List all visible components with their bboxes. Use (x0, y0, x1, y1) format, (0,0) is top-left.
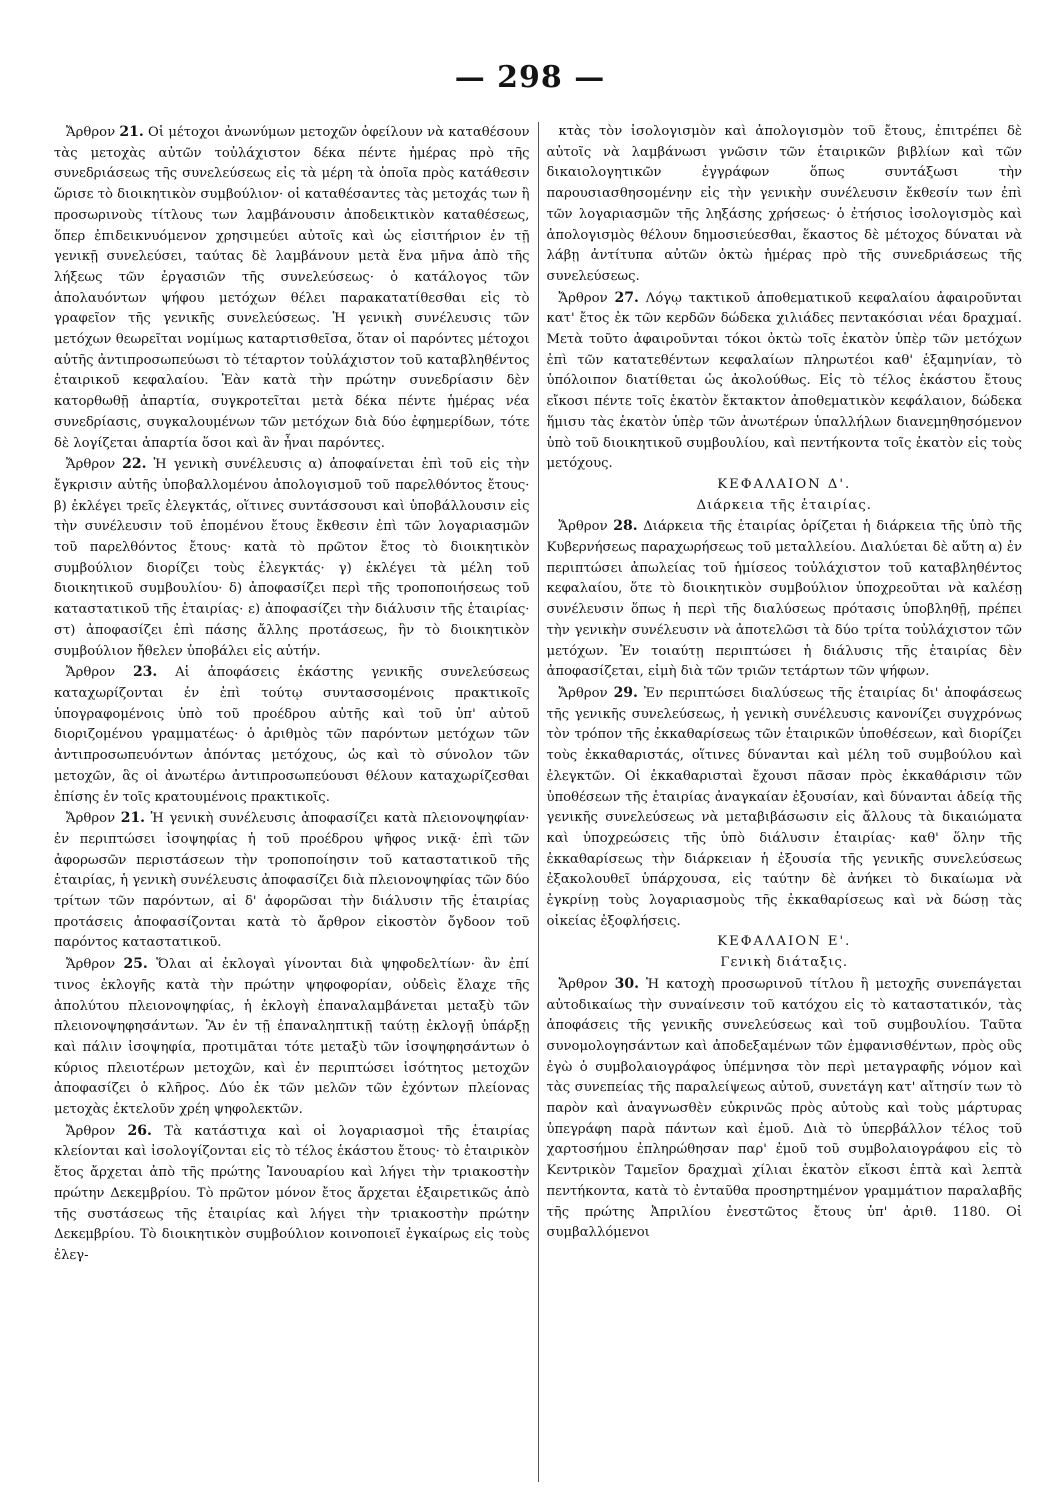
article-text: Διάρκεια τῆς ἑταιρίας ὁρίζεται ἡ διάρκεια τῆς ὑπὸ τῆς Κυβερνήσεως παραχωρήσεως τοῦ μεταλλείου. Διαλύεται δὲ αὕτη α) ἐν περιπτώσει ἀπωλείας τοῦ ἡμίσεος τοὐλάχιστον τοῦ καταβληθέντος κεφαλαίου, ὅτε τὸ διοικητικὸν συμβούλιον ὑποχρεοῦται νὰ καλέσῃ συνέλευσιν ὅπως ἡ περὶ τῆς διαλύσεως πρότασις ὑποβληθῇ, πρέπει τὴν γενικὴν συνέλευσιν νὰ ἀποτελῶσι τὰ δύο τρίτα τοὐλάχιστον τῶν μετόχων. Ἐν τοιαύτῃ περιπτώσει ἡ διάλυσις τῆς ἑταιρίας δὲν ἀποφασίζεται, εἰμὴ διὰ τῶν τριῶν τετάρτων τῶν ψήφων. (546, 519, 1022, 680)
article-label: Ἄρθρον (558, 290, 608, 306)
article-text: Ἡ κατοχὴ προσωρινοῦ τίτλου ἢ μετοχῆς συνεπάγεται αὐτοδικαίως τὴν συναίνεσιν τοῦ κατόχου εἰς τὸ καταστατικόν, τὰς ἀποφάσεις τῆς γενικῆς συνελεύσεως καὶ τοῦ συμβουλίου. Ταῦτα συνομολογησάντων καὶ ἀποδεξαμένων τῶν ἐμφανισθέντων, πρὸς οὓς ἐγὼ ὁ συμβολαιογράφος ὑπέμνησα τὸν περὶ μεταγραφῆς νόμον καὶ τὰς συνεπείας τῆς παραλείψεως αὐτοῦ, συνετάγη κατ' αἴτησίν των τὸ παρὸν καὶ ἀναγνωσθὲν εὐκρινῶς πρὸς αὐτοὺς καὶ τοὺς μάρτυρας ὑπεγράφη παρὰ πάντων καὶ ἐμοῦ. Διὰ τὸ ὑπερβάλλον τέλος τοῦ χαρτοσήμου ἐπληρώθησαν παρ' ἐμοῦ τοῦ συμβολαιογράφου εἰς τὸ Κεντρικὸν Ταμεῖον δραχμαὶ χίλιαι ἑκατὸν εἴκοσι ἑπτὰ καὶ λεπτὰ πεντήκοντα, κατὰ τὸ ἐνταῦθα προσηρτημένον γραμμάτιον παραλαβῆς τῆς πρώτης Ἀπριλίου ἐνεστῶτος ἔτους ὑπ' ἀριθ. 1180. Οἱ συμβαλλόμενοι (546, 976, 1022, 1241)
chapter-subtitle: Γενικὴ διάταξις. (720, 955, 849, 971)
article-text: Ἡ γενικὴ συνέλευσις α) ἀποφαίνεται ἐπὶ τοῦ εἰς τὴν ἔγκρισιν αὐτῆς ὑποβαλλομένου ἀπολογισμοῦ τοῦ παρελθόντος ἔτους· β) ἐκλέγει τρεῖς ἐλεγκτάς, οἵτινες συντάσσουσι καὶ ὑποβάλλουσιν εἰς τὴν συνέλευσιν τοῦ ἐπομένου ἔτους ἔκθεσιν ἐπὶ τῶν λογαριασμῶν τοῦ παρελθόντος ἔτους· κατὰ τὸ πρῶτον ἔτος τὸ διοικητικὸν συμβούλιον διορίζει τοὺς ἐλεγκτάς· γ) ἐκλέγει τὰ μέλη τοῦ διοικητικοῦ συμβουλίου· δ) ἀποφασίζει περὶ τῆς τροποποιήσεως τοῦ καταστατικοῦ τῆς ἑταιρίας· ε) ἀποφασίζει τὴν διάλυσιν τῆς ἑταιρίας· στ) ἀποφασίζει ἐπὶ πάσης ἄλλης προτάσεως, ἣν τὸ διοικητικὸν συμβούλιον ἤθελεν ὑποβάλει εἰς αὐτήν. (54, 457, 530, 659)
article-label: Ἄρθρον (66, 457, 116, 473)
chapter-heading: ΚΕΦΑΛΑΙΟΝ Ε'. (717, 934, 852, 950)
left-column (54, 122, 539, 1482)
article-number: 26. (127, 1122, 152, 1139)
article-label: Ἄρθρον (66, 957, 116, 973)
article-text: Οἱ μέτοχοι ἀνωνύμων μετοχῶν ὀφείλουν νὰ καταθέσουν τὰς μετοχὰς αὐτῶν τοὐλάχιστον δέκα πέντε ἡμέρας πρὸ τῆς συνεδριάσεως τῆς συνελεύσεως εἰς τὰ μέρη τὰ ὁποῖα πρὸς κατάθεσιν ὥρισε τὸ διοικητικὸν συμβούλιον· οἱ καταθέσαντες τὰς μετοχάς των ἢ προσωρινοὺς τίτλους των λαμβάνουσιν ἀποδεικτικὸν καταθέσεως, ὅπερ ἐπιδεικνυόμενον χρησιμεύει αὐτοῖς καὶ ὡς εἰσιτήριον ἐν τῇ γενικῇ συνελεύσει, ταύτας δὲ λαμβάνουν μετὰ ἕνα μῆνα ἀπὸ τῆς λήξεως τῶν ἐργασιῶν τῆς συνελεύσεως· ὁ κατάλογος τῶν ἀπολαυόντων ψήφου μετόχων θέλει παρακατατίθεσθαι εἰς τὸ γραφεῖον τῆς γενικῆς συνελεύσεως. Ἡ γενικὴ συνέλευσις τῶν μετόχων θεωρεῖται νομίμως καταρτισθεῖσα, ὅταν οἱ παρόντες μέτοχοι αὐτῆς ἀντιπροσωπεύωσι τὸ τέταρτον τοὐλάχιστον τοῦ καταβληθέντος ἑταιρικοῦ κεφαλαίου. Ἐὰν κατὰ τὴν πρώτην συνεδρίασιν δὲν κατορθωθῇ ἀπαρτία, συγκροτεῖται μετὰ δέκα πέντε ἡμέρας νέα συνεδρίασις, συγκαλουμένων τῶν μετόχων διὰ δύο ἐφημερίδων, τότε δὲ λογίζεται ἀπαρτία ὅσοι καὶ ἂν ἦναι παρόντες. (54, 125, 530, 451)
article-text: Τὰ κατάστιχα καὶ οἱ λογαριασμοὶ τῆς ἑταιρίας κλείονται καὶ ἰσολογίζονται εἰς τὸ τέλος ἑκάστου ἔτους· τὸ ἑταιρικὸν ἔτος ἄρχεται ἀπὸ τῆς πρώτης Ἰανουαρίου καὶ λήγει τὴν τριακοστὴν πρώτην Δεκεμβρίου. Τὸ πρῶτον μόνον ἔτος ἄρχεται ἐξαιρετικῶς ἀπὸ τῆς συστάσεως τῆς ἑταιρίας καὶ λήγει τὴν τριακοστὴν πρώτην Δεκεμβρίου. Τὸ διοικητικὸν συμβούλιον κοινοποιεῖ ἐγκαίρως εἰς τοὺς ἐλεγ- (54, 1123, 530, 1263)
article-number: 25. (123, 956, 148, 973)
article-paragraph (547, 974, 1023, 1244)
article-paragraph (54, 808, 530, 954)
article-paragraph (54, 454, 530, 662)
article-number: 22. (122, 456, 147, 473)
article-text: Ὅλαι αἱ ἐκλογαὶ γίνονται διὰ ψηφοδελτίων· ἂν ἐπί τινος ἐκλογῆς κατὰ τὴν πρώτην ψηφοφορίαν, οὐδεὶς ἔλαχε τῆς ἀπολύτου πλειονοψηφίας, ἡ ἐκλογὴ ἐπαναλαμβάνεται μεταξὺ τῶν πλειονοψηφησάντων. Ἂν ἐν τῇ ἐπαναληπτικῇ ταύτῃ ἐκλογῇ ὑπάρξῃ καὶ πάλιν ἰσοψηφία, προτιμᾶται τότε μεταξὺ τῶν ἰσοψηφησάντων ὁ κύριος πλειοτέρων μετοχῶν, καὶ ἐν περιπτώσει ἰσότητος μετοχῶν ἀποφασίζει ὁ κλῆρος. Δύο ἐκ τῶν μελῶν τῶν ἐχόντων πλείονας μετοχὰς ἐκτελοῦν χρέη ψηφολεκτῶν. (54, 957, 530, 1118)
article-label: Ἄρθρον (558, 519, 608, 535)
article-label: Ἄρθρον (558, 976, 608, 992)
article-text: Ἐν περιπτώσει διαλύσεως τῆς ἑταιρίας δι' ἀποφάσεως τῆς γενικῆς συνελεύσεως, ἡ γενικὴ συνέλευσις κανονίζει συγχρόνως τὸν τρόπον τῆς ἐκκαθαρίσεως τῶν ἑταιρικῶν ὑποθέσεων, καὶ διορίζει τοὺς ἐκκαθαριστάς, οἵτινες δύνανται καὶ μέλη τοῦ συμβούλου καὶ ἐλεγκτῶν. Οἱ ἐκκαθαρισταὶ ἔχουσι πᾶσαν πρὸς ἐκκαθάρισιν τῶν ὑποθέσεων τῆς ἑταιρίας ἀναγκαίαν ἐξουσίαν, καὶ δύνανται ἀδείᾳ τῆς γενικῆς συνελεύσεως νὰ μεταβιβάσωσιν εἰς ἄλλους τὰ δικαιώματα καὶ ὑποχρεώσεις τῆς ὑπὸ διάλυσιν ἑταιρίας· καθ' ὅλην τῆς ἐκκαθαρίσεως τὴν διάρκειαν ἡ ἐξουσία τῆς γενικῆς συνελεύσεως ἐξακολουθεῖ ὑπάρχουσα, εἰς ταύτην δὲ ἀνήκει τὸ δικαίωμα νὰ ἐγκρίνῃ τοὺς λογαριασμοὺς τῆς ἐκκαθαρίσεως καὶ νὰ δώσῃ τὰς οἰκείας ἐξοφλήσεις. (546, 685, 1022, 929)
right-column (539, 122, 1023, 1482)
text-columns (54, 122, 1022, 1482)
article-text: Λόγῳ τακτικοῦ ἀποθεματικοῦ κεφαλαίου ἀφαιροῦνται κατ' ἔτος ἐκ τῶν κερδῶν δώδεκα χιλιάδες πεντακόσιαι νέαι δραχμαί. Μετὰ τοῦτο ἀφαιροῦνται τόκοι ὀκτὼ τοῖς ἑκατὸν ὑπὲρ τῶν μετόχων ἐπὶ τῶν κατατεθέντων κεφαλαίων πληρωτέοι καθ' ἑξαμηνίαν, τὸ ὑπόλοιπον διατίθεται ὡς ἀκολούθως. Εἰς τὸ τέλος ἑκάστου ἔτους εἴκοσι πέντε τοῖς ἑκατὸν ἔκτακτον ἀποθεματικὸν κεφάλαιον, δώδεκα ἥμισυ τὰς ἑκατὸν ὑπὲρ τῶν ἀνωτέρων ὑπαλλήλων διανεμηθησόμενον ὑπὸ τοῦ διοικητικοῦ συμβουλίου, καὶ πεντήκοντα τοῖς ἑκατὸν εἰς τοὺς μετόχους. (546, 290, 1022, 472)
page-number: — 298 — (454, 60, 606, 95)
article-number: 21. (120, 810, 146, 827)
article-number: 27. (614, 289, 639, 306)
article-label: Ἄρθρον (66, 125, 116, 140)
article-number: 23. (132, 664, 158, 681)
article-label: Ἄρθρον (558, 685, 608, 701)
article-text: κτὰς τὸν ἰσολογισμὸν καὶ ἀπολογισμὸν τοῦ ἔτους, ἐπιτρέπει δὲ αὐτοῖς νὰ λαμβάνωσι γνῶσιν τῶν ἑταιρικῶν βιβλίων καὶ τῶν δικαιολογητικῶν ἐγγράφων ὅπως συντάξωσι τὴν παρουσιασθησομένην εἰς τὴν γενικὴν συνέλευσιν ἔκθεσίν των ἐπὶ τῶν λογαριασμῶν τῆς ληξάσης χρήσεως· ὁ ἐτήσιος ἰσολογισμὸς καὶ ἀπολογισμὸς θέλουν δημοσιεύεσθαι, ἕκαστος δὲ μέτοχος δύναται νὰ λάβῃ ἀντίτυπα αὐτῶν ὀκτὼ ἡμέρας πρὸ τῆς συνεδριάσεως τῆς συνελεύσεως. (546, 124, 1022, 284)
article-paragraph (547, 683, 1023, 932)
article-text: Αἱ ἀποφάσεις ἑκάστης γενικῆς συνελεύσεως καταχωρίζονται ἐν ἐπὶ τούτῳ συντασσομένοις πρακτικοῖς ὑπογραφομένοις ὑπὸ τοῦ προέδρου αὐτῆς καὶ τοῦ ὑπ' αὐτοῦ διοριζομένου γραμματέως· ὁ ἀριθμὸς τῶν παρόντων μετόχων τῶν ἀντιπροσωπευόντων ἀπόντας μετόχους, ὡς καὶ τὸ σύνολον τῶν μετοχῶν, ἃς οἱ ἀνωτέρω ἀντιπροσωπεύουσι θέλουν καταχωρίζεσθαι ἐπίσης ἐν τοῖς κρατουμένοις πρακτικοῖς. (54, 665, 530, 805)
article-number: 21. (119, 124, 144, 140)
article-text: Ἡ γενικὴ συνέλευσις ἀποφασίζει κατὰ πλειονοψηφίαν· ἐν περιπτώσει ἰσοψηφίας ἡ τοῦ προέδρου ψῆφος νικᾷ· ἐπὶ τῶν ἀφορωσῶν περιστάσεων τὴν τροποποίησιν τοῦ καταστατικοῦ τῆς ἑταιρίας, ἡ γενικὴ συνέλευσις ἀποφασίζει διὰ πλειονοψηφίας τῶν δύο τρίτων τῶν παρόντων, αἱ δ' ἀφορῶσαι τὴν διάλυσιν τῆς ἑταιρίας προτάσεις ἀποφασίζονται κατὰ τὸ ἄρθρον εἰκοστὸν ὄγδοον τοῦ παρόντος καταστατικοῦ. (54, 811, 530, 951)
article-number: 30. (614, 975, 639, 992)
article-paragraph (54, 954, 530, 1121)
article-paragraph (54, 122, 530, 454)
article-paragraph (547, 288, 1023, 475)
chapter-subtitle: Διάρκεια τῆς ἑταιρίας. (696, 497, 872, 513)
article-number: 29. (613, 684, 638, 701)
article-paragraph (547, 516, 1023, 683)
article-label: Ἄρθρον (66, 811, 116, 827)
article-label: Ἄρθρον (66, 665, 116, 681)
article-paragraph (54, 1121, 530, 1267)
article-number: 28. (613, 518, 638, 535)
article-paragraph (54, 662, 530, 808)
chapter-heading: ΚΕΦΑΛΑΙΟΝ Δ'. (717, 476, 852, 492)
article-paragraph (547, 122, 1023, 288)
article-label: Ἄρθρον (66, 1123, 116, 1139)
